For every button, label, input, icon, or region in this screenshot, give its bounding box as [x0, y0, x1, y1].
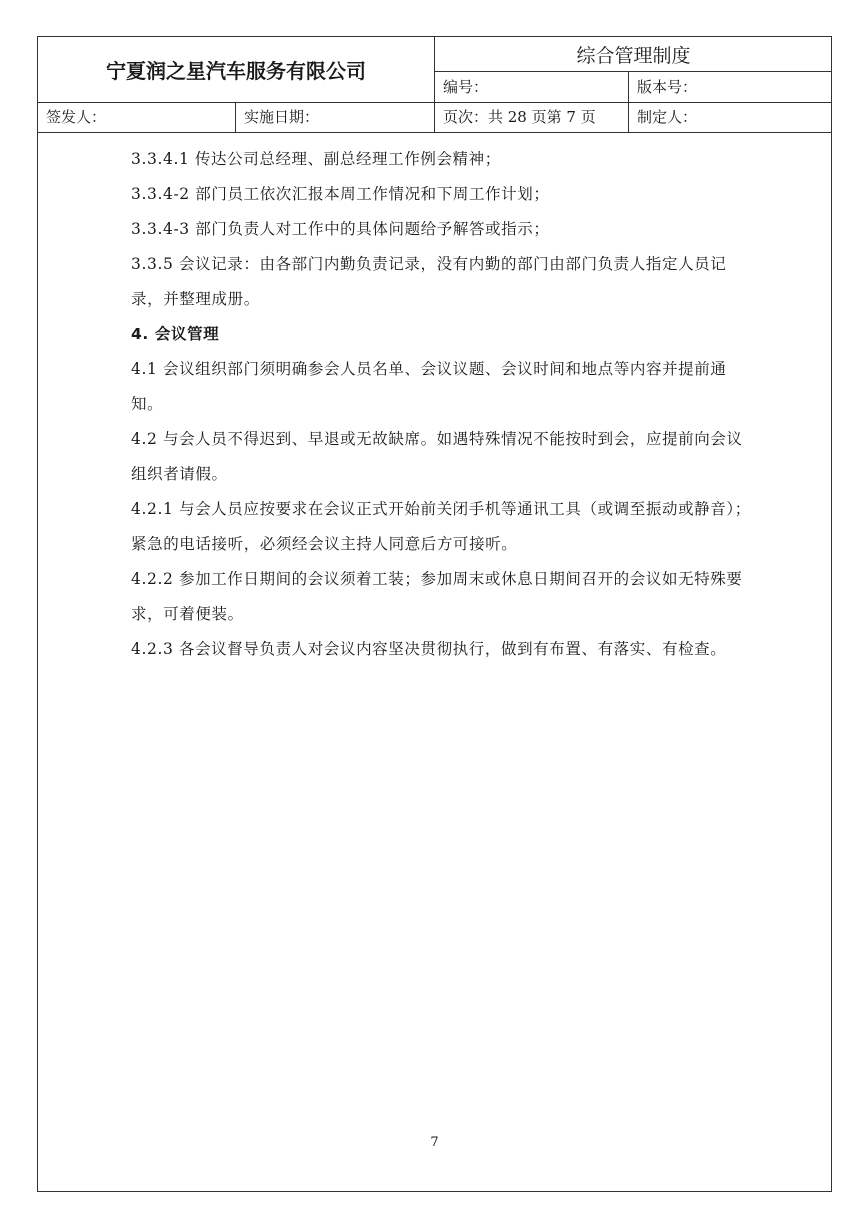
version-label: 版本号： — [637, 78, 698, 96]
document-title: 综合管理制度 — [576, 44, 691, 67]
effective-date-label: 实施日期： — [244, 108, 320, 126]
document-header — [38, 37, 831, 132]
number-label: 编号： — [443, 78, 489, 96]
paragraph: 4.2.1 与会人员应按要求在会议正式开始前关闭手机等通讯工具（或调至振动或静音）；紧急的电话接听，必须经会议主持人同意后方可接听。 — [131, 500, 751, 553]
paragraph: 4.1 会议组织部门须明确参会人员名单、会议议题、会议时间和地点等内容并提前通知。 — [131, 360, 727, 413]
page-info: 页次：共 28 页第 7 页 — [443, 108, 596, 126]
document-frame — [37, 36, 832, 1192]
header-divider-v1 — [434, 37, 435, 132]
company-name: 宁夏润之星汽车服务有限公司 — [106, 59, 366, 83]
paragraph: 3.3.4-3 部门负责人对工作中的具体问题给予解答或指示； — [131, 220, 550, 238]
paragraph: 3.3.4-2 部门员工依次汇报本周工作情况和下周工作计划； — [131, 185, 550, 203]
section-heading: 4. 会议管理 — [131, 325, 220, 343]
page-number: 7 — [430, 1135, 439, 1150]
paragraph: 4.2 与会人员不得迟到、早退或无故缺席。如遇特殊情况不能按时到会，应提前向会议组织者请假。 — [131, 430, 743, 483]
issuer-label: 签发人： — [46, 108, 107, 126]
header-divider-h3 — [38, 132, 832, 133]
paragraph: 3.3.5 会议记录：由各部门内勤负责记录，没有内勤的部门由部门负责人指定人员记录，并整理成册。 — [131, 255, 727, 308]
header-divider-h1 — [434, 71, 832, 72]
header-divider-v2 — [628, 71, 629, 132]
header-divider-v3 — [235, 102, 236, 132]
document-body — [131, 142, 751, 667]
paragraph: 4.2.2 参加工作日期间的会议须着工装；参加周末或休息日期间召开的会议如无特殊要求，可着便装。 — [131, 570, 743, 623]
header-divider-h2 — [38, 102, 832, 103]
paragraph: 4.2.3 各会议督导负责人对会议内容坚决贯彻执行，做到有布置、有落实、有检查。 — [131, 640, 727, 658]
paragraph: 3.3.4.1 传达公司总经理、副总经理工作例会精神； — [131, 150, 501, 168]
author-label: 制定人： — [637, 108, 698, 126]
